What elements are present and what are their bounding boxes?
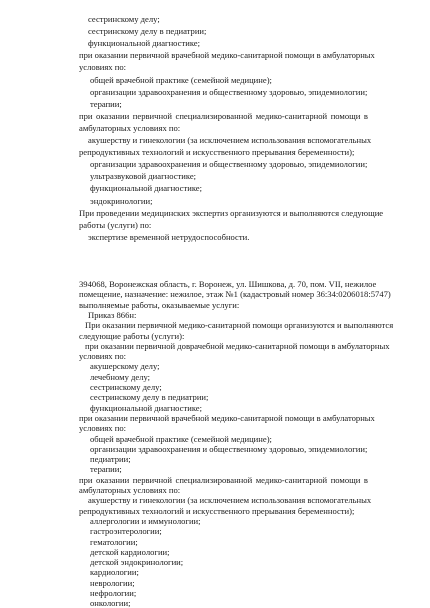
text-line: при оказании первичной специализированной медико-санитарной помощи в [79,110,368,121]
text-line: при оказании первичной специализированной медико-санитарной помощи в [79,474,368,485]
text-line: функциональной диагностике; [90,183,203,194]
text-line: Приказ 866н: [88,309,137,320]
text-line: выполняемые работы, оказываемые услуги: [79,299,240,310]
text-line: репродуктивных технологий и искусственного прерывания беременности); [79,505,355,516]
text-line: общей врачебной практике (семейной медицине); [90,433,272,444]
text-line: организации здравоохранения и общественному здоровью, эпидемиологии; [90,443,368,454]
text-line: терапии; [90,464,122,475]
text-line: условиях по: [79,423,127,434]
text-line: акушерству и гинекологии (за исключением использования вспомогательных [88,495,372,506]
text-line: эндокринологии; [90,195,153,206]
text-line: При проведении медицинских экспертиз организуются и выполняются следующие [79,207,384,218]
text-line: помещение, назначение: нежилое, этаж №1 (кадастровый номер 36:34:0206018:5747) [79,289,391,300]
text-line: функциональной диагностике; [88,38,201,49]
text-line: следующие работы (услуги): [79,330,185,341]
text-line: 394068, Воронежская область, г. Воронеж, ул. Шишкова, д. 70, пом. VII, нежилое [79,279,377,289]
text-line: при оказании первичной врачебной медико-санитарной помощи в амбулаторных [79,50,375,61]
text-line: кардиологии; [90,567,139,578]
text-line: при оказании первичной врачебной медико-санитарной помощи в амбулаторных [79,412,375,423]
text-line: организации здравоохранения и общественному здоровью, эпидемиологии; [90,159,368,170]
text-line: функциональной диагностике; [90,402,203,413]
text-line: акушерству и гинекологии (за исключением использования вспомогательных [88,135,372,145]
text-line: аллергологии и иммунологии; [90,515,201,526]
text-line: при оказании первичной доврачебной медико-санитарной помощи в амбулаторных [85,340,390,351]
text-line: сестринскому делу; [88,14,160,24]
text-line: педиатрии; [90,454,131,465]
text-line: условиях по: [79,351,127,362]
text-line: лечебному делу; [90,371,151,382]
text-line: амбулаторных условиях по: [79,122,181,133]
text-line: детской эндокринологии; [90,557,184,568]
text-line: экспертизе временной нетрудоспособности. [88,231,250,242]
text-line: терапии; [90,98,122,109]
text-line: гематологии; [90,536,138,547]
text-line: работы (услуги) по: [79,219,152,230]
text-line: сестринскому делу в педиатрии; [88,26,207,37]
text-line: При оказании первичной медико-санитарной помощи организуются и выполняются [85,320,394,331]
text-line: сестринскому делу; [90,382,162,392]
text-line: акушерскому делу; [90,361,160,372]
text-line: сестринскому делу в педиатрии; [90,392,209,403]
text-line: репродуктивных технологий и искусственного прерывания беременности); [79,147,355,158]
text-line: амбулаторных условиях по: [79,485,181,495]
text-line: ультразвуковой диагностике; [90,171,197,182]
text-line: общей врачебной практике (семейной медицине); [90,74,272,85]
text-line: организации здравоохранения и общественному здоровью, эпидемиологии; [90,86,368,97]
text-line: условиях по: [79,62,127,73]
text-line: детской кардиологии; [90,546,170,557]
text-line: неврологии; [90,577,135,588]
text-line: нефрологии; [90,588,137,598]
text-line: гастроэнтерологии; [90,526,162,537]
text-line: онкологии; [90,598,131,608]
